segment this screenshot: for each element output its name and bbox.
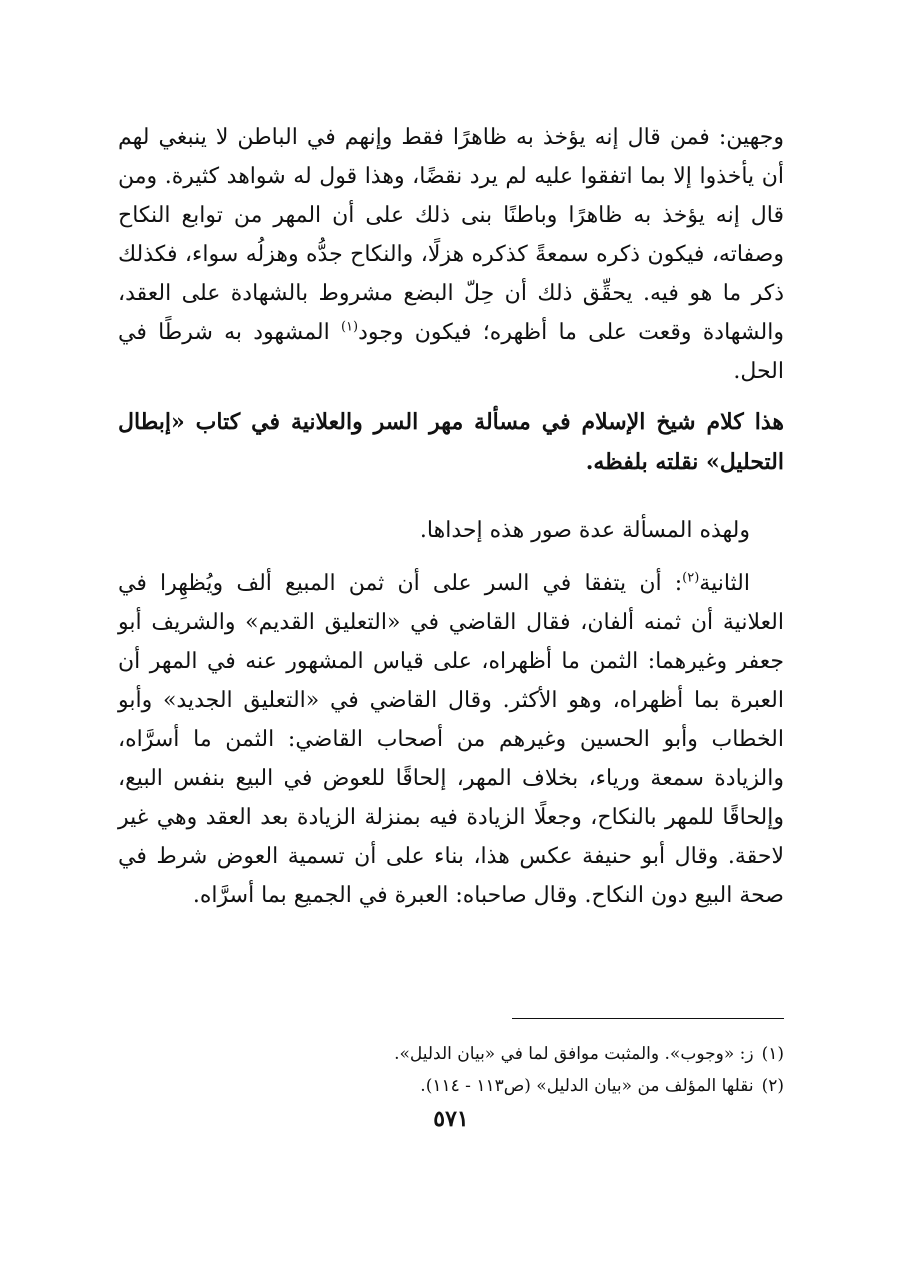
footnote-1-text: ز: «وجوب». والمثبت موافق لما في «بيان الدليل». xyxy=(394,1044,754,1064)
paragraph-3-text: : أن يتفقا في السر على أن ثمن المبيع ألف ويُظهِرا في العلانية أن ثمنه ألفان، فقال القاضي في «التعليق القديم» والشريف أبو جعفر وغيرهما: الثمن ما أظهراه، على قياس المشهور عنه في المهر أن العبرة بما أظهراه، وهو الأكثر. وقال القاضي في «التعليق الجديد» وأبو الخطاب وأبو الحسين وغيرهم من أصحاب القاضي: الثمن ما أسرَّاه، والزيادة سمعة ورياء، بخلاف المهر، إلحاقًا للعوض في البيع بنفس البيع، وإلحاقًا للمهر بالنكاح، وجعلًا الزيادة فيه بمنزلة الزيادة بعد العقد وهي غير لاحقة. وقال أبو حنيفة عكس هذا، بناء على أن تسمية العوض شرط في صحة البيع دون النكاح. وقال صاحباه: العبرة في الجميع بما أسرَّاه. xyxy=(118,571,784,908)
paragraph-2: ولهذه المسألة عدة صور هذه إحداها. xyxy=(419,518,750,543)
footnote-1 xyxy=(118,1038,784,1070)
footnote-2-number: (٢) xyxy=(761,1076,784,1096)
footnote-ref-2: (٢) xyxy=(682,570,700,586)
paragraph-3-start: الثانية xyxy=(699,571,750,596)
document-page xyxy=(118,118,784,1218)
paragraph-1-text: وجهين: فمن قال إنه يؤخذ به ظاهرًا فقط وإنهم في الباطن لا ينبغي لهم أن يأخذوا إلا بما اتفقوا عليه لم يرد نقضًا، وهذا قول له شواهد كثيرة. ومن قال إنه يؤخذ به ظاهرًا وباطنًا بنى ذلك على أن المهر من توابع النكاح وصفاته، فيكون ذكره سمعةً كذكره هزلًا، والنكاح جدُّه وهزلُه سواء، فكذلك ذكر ما هو فيه. يحقِّق ذلك أن حِلّ البضع مشروط بالشهادة على العقد، والشهادة وقعت على ما أظهره؛ فيكون وجود xyxy=(118,125,784,345)
footnote-ref-1: (١) xyxy=(340,319,359,335)
section-heading: هذا كلام شيخ الإسلام في مسألة مهر السر والعلانية في كتاب «إبطال التحليل» نقلته بلفظه. xyxy=(118,409,784,475)
page-number: ٥٧١ xyxy=(433,1106,469,1132)
paragraph-3 xyxy=(118,564,784,915)
footnote-1-number: (١) xyxy=(761,1044,784,1064)
footnote-divider xyxy=(512,1018,784,1019)
footnote-2 xyxy=(118,1070,784,1102)
paragraph-1 xyxy=(118,118,784,391)
paragraph-1-end: المشهود به شرطًا في الحل. xyxy=(118,320,784,384)
footnotes xyxy=(118,1038,784,1102)
footnote-2-text: نقلها المؤلف من «بيان الدليل» (ص١١٣ - ١١٤). xyxy=(420,1076,754,1096)
